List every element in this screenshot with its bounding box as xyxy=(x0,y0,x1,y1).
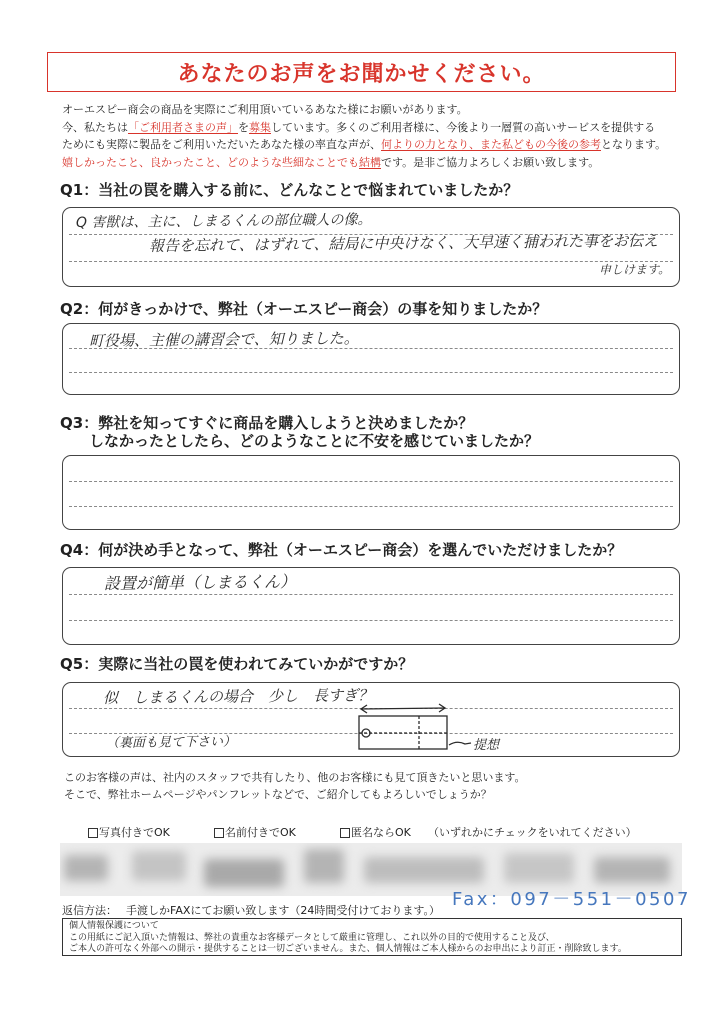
intro-text xyxy=(62,101,666,171)
option-anonymous-ok[interactable] xyxy=(340,826,411,840)
privacy-line: この用紙にご記入頂いた情報は、弊社の貴重なお客様データとして厳重に管理し、これ以外の目的で使用すること及び、 xyxy=(69,932,555,943)
intro-emphasis: 何よりの力となり、また私どもの今後の参考 xyxy=(381,138,601,151)
fax-number: 097－551－0507 xyxy=(510,889,691,910)
fax-number-display xyxy=(452,889,691,911)
q5-answer-field[interactable] xyxy=(62,682,680,757)
answer-guide-line xyxy=(69,372,673,373)
intro-line xyxy=(62,119,666,137)
intro-emphasis: 嬉しかったこと、良かったこと、どのような些細なことでも xyxy=(62,155,359,169)
q1-heading: Q1：当社の罠を購入する前に、どんなことで悩まれていましたか？ xyxy=(60,181,519,199)
q1-answer-line: 申しけます。 xyxy=(598,262,671,277)
option-label: 名前付きでOK xyxy=(225,826,296,839)
blur-blob xyxy=(132,851,186,881)
intro-text-segment: です。是非ご協力よろしくお願い致します。 xyxy=(381,155,600,169)
q3-heading: Q3：弊社を知ってすぐに商品を購入しようと決めましたか？ xyxy=(60,414,474,432)
intro-line xyxy=(62,101,666,119)
reply-method-text: 手渡しかFAXにてお願い致します（24時間受付けております。） xyxy=(126,904,440,917)
intro-text-segment: オーエスピー商会の商品を実際にご利用頂いているあなた様にお願いがあります。 xyxy=(62,103,468,116)
q5-answer-line: （裏面も見て下さい） xyxy=(105,734,237,751)
form-header xyxy=(47,52,676,92)
privacy-title: 個人情報保護について xyxy=(69,921,159,931)
answer-guide-line xyxy=(69,620,673,621)
note-arrow xyxy=(449,742,471,745)
intro-text-segment: しています。多くのご利用者様に、今後より一層質の高いサービスを提供する xyxy=(271,120,656,134)
answer-guide-line xyxy=(69,506,673,507)
q2-answer-line: 町役場、主催の講習会で、知りました。 xyxy=(88,329,359,350)
dimension-arrow-line xyxy=(361,708,445,709)
q4-heading: Q4：何が決め手となって、弊社（オーエスピー商会）を選んでいただけましたか？ xyxy=(60,541,623,559)
consent-line: このお客様の声は、社内のスタッフで共有したり、他のお客様にも見て頂きたいと思います。 xyxy=(64,771,526,784)
q1-answer-line: Q 害獣は、主に、しまるくんの部位職人の像。 xyxy=(75,211,372,231)
blur-blob xyxy=(504,853,574,883)
q5-answer-line: 似 しまるくんの場合 少し 長すぎ？ xyxy=(102,686,374,707)
consent-text xyxy=(64,769,525,803)
checkbox-anonymous-ok[interactable] xyxy=(340,828,350,838)
intro-emphasis: 結構 xyxy=(359,155,381,169)
fax-label: Fax： xyxy=(452,889,511,910)
answer-guide-line xyxy=(69,594,673,595)
blur-blob xyxy=(304,849,344,883)
q2-answer-field[interactable] xyxy=(62,323,680,395)
checkbox-name-ok[interactable] xyxy=(214,828,224,838)
answer-guide-line xyxy=(69,261,673,262)
intro-text-segment: となります。 xyxy=(601,138,667,151)
option-label: 写真付きでOK xyxy=(99,826,170,839)
trap-outline xyxy=(359,716,447,749)
privacy-line: ご本人の許可なく外部への開示・提供することは一切ございません。また、個人情報はご本人様からのお申出により訂正・削除致します。 xyxy=(69,944,627,954)
intro-text-segment: ためにも実際に製品をご利用いただいたあなた様の率直な声が、 xyxy=(62,138,381,151)
consent-options xyxy=(0,826,724,842)
option-name-ok[interactable] xyxy=(214,826,296,840)
intro-text-segment: 今、私たちは xyxy=(62,120,128,134)
intro-emphasis: 「ご利用者さまの声」 xyxy=(128,120,238,134)
trap-sketch-drawing xyxy=(353,703,553,755)
q1-answer-line: 報告を忘れて、はずれて、結局に中央けなく、大早速く捕われた事をお伝え xyxy=(148,231,659,255)
answer-guide-line xyxy=(69,481,673,482)
option-label: 匿名ならOK xyxy=(351,826,411,839)
option-photo-ok[interactable] xyxy=(88,826,170,840)
checkbox-photo-ok[interactable] xyxy=(88,828,98,838)
consent-line: そこで、弊社ホームページやパンフレットなどで、ご紹介してもよろしいでしょうか？ xyxy=(64,788,492,801)
reply-method xyxy=(62,904,440,918)
blur-blob xyxy=(64,855,108,881)
intro-line xyxy=(62,136,666,154)
blur-blob xyxy=(204,859,284,887)
reply-method-label: 返信方法： xyxy=(62,904,117,917)
blur-blob xyxy=(594,857,670,883)
sketch-note: 提想 xyxy=(473,738,500,753)
q3-answer-field[interactable] xyxy=(62,455,680,530)
q3-subheading: しなかったとしたら、どのようなことに不安を感じていましたか？ xyxy=(89,432,540,450)
intro-line xyxy=(62,154,666,172)
option-instruction: （いずれかにチェックをいれてください） xyxy=(428,826,637,839)
form-title: あなたのお声をお聞かせください。 xyxy=(177,61,546,87)
q2-heading: Q2：何がきっかけで、弊社（オーエスピー商会）の事を知りましたか？ xyxy=(60,300,548,318)
q4-answer-line: 設置が簡単（しまるくん） xyxy=(103,571,297,593)
blur-blob xyxy=(364,857,484,883)
intro-text-segment: を xyxy=(238,120,249,134)
intro-emphasis: 募集 xyxy=(249,120,271,134)
q4-answer-field[interactable] xyxy=(62,567,680,645)
q1-answer-field[interactable] xyxy=(62,207,680,287)
q5-heading: Q5：実際に当社の罠を使われてみていかがですか？ xyxy=(60,655,414,673)
privacy-notice xyxy=(62,918,682,956)
